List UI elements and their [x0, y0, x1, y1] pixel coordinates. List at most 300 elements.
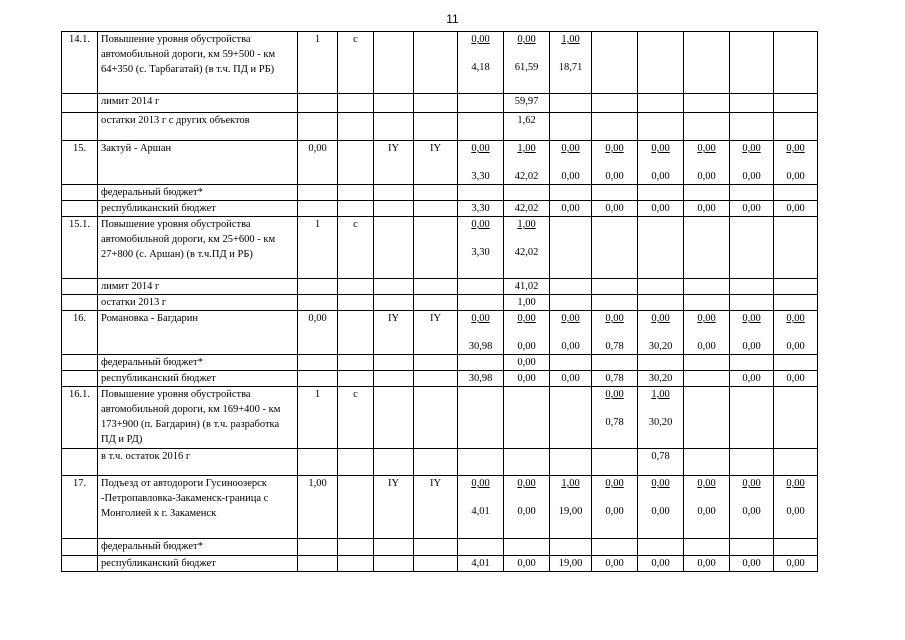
value-bottom: 0,00	[742, 341, 761, 352]
value-top: 3,30	[471, 203, 490, 214]
value-bottom: 3,30	[471, 171, 490, 182]
row-name: Зактуй - Аршан	[98, 141, 298, 185]
value-cell	[684, 217, 730, 279]
table-row	[62, 539, 818, 556]
value-cell	[504, 185, 550, 201]
col-6-cell	[414, 449, 458, 476]
row-name: республиканский бюджет	[98, 371, 298, 387]
col-5-cell	[374, 295, 414, 311]
value-top: 0,00	[697, 203, 716, 214]
col-5-cell	[374, 217, 414, 279]
value-bottom: 0,00	[561, 341, 580, 352]
col-3-cell	[298, 371, 338, 387]
table-row	[62, 185, 818, 201]
row-name: в т.ч. остаток 2016 г	[98, 449, 298, 476]
col-4-cell	[338, 355, 374, 371]
value-bottom: 3,30	[471, 247, 490, 258]
row-number	[62, 355, 98, 371]
value-cell	[592, 556, 638, 572]
value-top: 0,78	[651, 451, 670, 462]
row-number	[62, 556, 98, 572]
value-cell	[730, 141, 774, 185]
col-5-cell	[374, 355, 414, 371]
value-cell	[730, 449, 774, 476]
value-cell	[550, 539, 592, 556]
value-bottom: 18,71	[558, 62, 583, 73]
col-6-cell	[414, 217, 458, 279]
col-5-cell	[374, 94, 414, 113]
value-cell	[550, 311, 592, 355]
col-5-cell	[374, 387, 414, 449]
value-cell	[504, 355, 550, 371]
value-cell	[730, 539, 774, 556]
value-cell	[684, 141, 730, 185]
value-top: 0,00	[605, 203, 624, 214]
col-6-cell	[414, 201, 458, 217]
value-top: 0,00	[742, 558, 761, 569]
value-cell	[638, 311, 684, 355]
value-cell	[592, 201, 638, 217]
value-cell	[638, 217, 684, 279]
value-bottom: 0,00	[786, 171, 805, 182]
value-cell	[684, 295, 730, 311]
value-cell	[774, 295, 818, 311]
value-cell	[592, 279, 638, 295]
value-cell	[458, 185, 504, 201]
value-cell	[774, 94, 818, 113]
value-cell	[504, 556, 550, 572]
row-name: федеральный бюджет*	[98, 539, 298, 556]
value-cell	[458, 371, 504, 387]
value-top: 0,00	[786, 373, 805, 384]
value-cell	[592, 449, 638, 476]
value-cell	[638, 295, 684, 311]
row-name: лимит 2014 г	[98, 94, 298, 113]
value-cell	[730, 371, 774, 387]
value-bottom: 0,00	[517, 341, 536, 352]
value-top: 59,97	[514, 96, 539, 107]
col-4-cell	[338, 539, 374, 556]
value-cell	[774, 476, 818, 539]
value-cell	[592, 311, 638, 355]
value-cell	[684, 94, 730, 113]
value-top: 1,00	[517, 297, 536, 308]
value-cell	[458, 476, 504, 539]
row-number: 15.1.	[62, 217, 98, 279]
value-top: 0,00	[471, 34, 490, 45]
col-4-cell	[338, 279, 374, 295]
value-cell	[550, 185, 592, 201]
table-row	[62, 279, 818, 295]
value-top: 0,00	[697, 313, 716, 324]
value-top: 0,00	[786, 203, 805, 214]
col-3-cell	[298, 113, 338, 141]
col-5-cell	[374, 539, 414, 556]
row-name: федеральный бюджет*	[98, 355, 298, 371]
value-bottom: 42,02	[514, 171, 539, 182]
value-bottom: 0,00	[697, 341, 716, 352]
value-top: 0,00	[471, 313, 490, 324]
table-row	[62, 371, 818, 387]
value-top: 30,98	[468, 373, 493, 384]
value-cell	[684, 371, 730, 387]
value-cell	[774, 141, 818, 185]
value-top: 0,00	[471, 143, 490, 154]
value-top: 0,00	[651, 558, 670, 569]
col-4-cell: с	[338, 32, 374, 94]
value-top: 0,00	[742, 478, 761, 489]
table-row	[62, 201, 818, 217]
col-4-cell	[338, 295, 374, 311]
value-cell	[684, 185, 730, 201]
row-name: Романовка - Багдарин	[98, 311, 298, 355]
value-cell	[592, 113, 638, 141]
value-top: 0,00	[742, 313, 761, 324]
value-cell	[774, 449, 818, 476]
value-top: 1,00	[561, 478, 580, 489]
value-cell	[504, 217, 550, 279]
value-cell	[550, 201, 592, 217]
value-bottom: 4,18	[471, 62, 490, 73]
value-cell	[684, 32, 730, 94]
value-cell	[458, 387, 504, 449]
col-3-cell	[298, 539, 338, 556]
value-bottom: 30,20	[648, 417, 673, 428]
value-cell	[592, 539, 638, 556]
value-cell	[592, 371, 638, 387]
value-cell	[638, 94, 684, 113]
row-number: 15.	[62, 141, 98, 185]
value-cell	[684, 556, 730, 572]
value-cell	[592, 185, 638, 201]
value-cell	[504, 449, 550, 476]
value-top: 0,00	[471, 219, 490, 230]
col-6-cell	[414, 371, 458, 387]
value-bottom: 0,00	[697, 506, 716, 517]
value-bottom: 30,20	[648, 341, 673, 352]
value-cell	[458, 32, 504, 94]
value-bottom: 0,00	[786, 506, 805, 517]
col-3-cell	[298, 279, 338, 295]
value-cell	[774, 201, 818, 217]
col-5-cell	[374, 371, 414, 387]
value-cell	[684, 476, 730, 539]
value-top: 0,00	[786, 558, 805, 569]
row-number: 16.	[62, 311, 98, 355]
row-name: остатки 2013 г	[98, 295, 298, 311]
value-cell	[638, 141, 684, 185]
value-cell	[504, 371, 550, 387]
col-3-cell: 1	[298, 32, 338, 94]
value-cell	[774, 371, 818, 387]
col-3-cell	[298, 449, 338, 476]
value-top: 0,00	[651, 478, 670, 489]
table-row	[62, 94, 818, 113]
value-cell	[504, 476, 550, 539]
col-6-cell	[414, 387, 458, 449]
page-number: 11	[446, 12, 459, 26]
col-3-cell	[298, 94, 338, 113]
table-body	[62, 32, 818, 572]
col-6-cell	[414, 185, 458, 201]
value-top: 42,02	[514, 203, 539, 214]
value-cell	[774, 185, 818, 201]
value-cell	[458, 539, 504, 556]
value-cell	[684, 311, 730, 355]
value-cell	[730, 217, 774, 279]
value-cell	[550, 217, 592, 279]
col-4-cell	[338, 185, 374, 201]
value-cell	[592, 32, 638, 94]
col-3-cell	[298, 201, 338, 217]
value-cell	[638, 32, 684, 94]
value-bottom: 0,78	[605, 341, 624, 352]
col-3-cell: 1	[298, 217, 338, 279]
value-cell	[638, 279, 684, 295]
table-row	[62, 295, 818, 311]
value-top: 0,78	[605, 373, 624, 384]
value-bottom: 0,00	[605, 171, 624, 182]
value-cell	[730, 556, 774, 572]
col-5-cell	[374, 449, 414, 476]
value-top: 0,00	[471, 478, 490, 489]
value-cell	[684, 279, 730, 295]
value-top: 1,62	[517, 115, 536, 126]
value-cell	[774, 32, 818, 94]
value-cell	[458, 355, 504, 371]
value-top: 0,00	[517, 478, 536, 489]
col-5-cell: IY	[374, 141, 414, 185]
col-5-cell	[374, 556, 414, 572]
budget-table	[61, 31, 818, 572]
row-number	[62, 279, 98, 295]
col-6-cell	[414, 279, 458, 295]
col-6-cell: IY	[414, 141, 458, 185]
table-row	[62, 311, 818, 355]
col-4-cell	[338, 94, 374, 113]
value-cell	[504, 279, 550, 295]
col-4-cell: с	[338, 387, 374, 449]
table-row	[62, 556, 818, 572]
col-6-cell	[414, 539, 458, 556]
col-3-cell: 0,00	[298, 141, 338, 185]
value-cell	[458, 141, 504, 185]
value-top: 0,00	[517, 313, 536, 324]
col-5-cell	[374, 113, 414, 141]
row-name: республиканский бюджет	[98, 201, 298, 217]
value-top: 0,00	[561, 203, 580, 214]
col-5-cell	[374, 201, 414, 217]
table-row	[62, 449, 818, 476]
col-3-cell	[298, 355, 338, 371]
value-cell	[774, 355, 818, 371]
value-top: 0,00	[605, 389, 624, 400]
value-top: 0,00	[605, 478, 624, 489]
col-3-cell: 0,00	[298, 311, 338, 355]
value-cell	[774, 387, 818, 449]
value-cell	[504, 539, 550, 556]
value-cell	[504, 113, 550, 141]
value-cell	[504, 387, 550, 449]
col-4-cell	[338, 476, 374, 539]
value-cell	[504, 141, 550, 185]
col-5-cell: IY	[374, 476, 414, 539]
table-row	[62, 476, 818, 539]
row-number	[62, 201, 98, 217]
value-bottom: 0,00	[786, 341, 805, 352]
row-number	[62, 295, 98, 311]
value-cell	[458, 556, 504, 572]
value-bottom: 4,01	[471, 506, 490, 517]
value-cell	[592, 355, 638, 371]
value-cell	[638, 556, 684, 572]
value-cell	[638, 539, 684, 556]
table-row	[62, 32, 818, 94]
value-cell	[550, 113, 592, 141]
value-cell	[684, 201, 730, 217]
value-bottom: 0,00	[605, 506, 624, 517]
col-5-cell: IY	[374, 311, 414, 355]
row-name: Повышение уровня обустройства автомобильной дороги, км 169+400 - км 173+900 (п. Багдарин) (в т.ч. разработка ПД и РД)	[98, 387, 298, 449]
value-bottom: 0,00	[517, 506, 536, 517]
row-number	[62, 113, 98, 141]
value-cell	[592, 295, 638, 311]
value-cell	[592, 94, 638, 113]
value-cell	[684, 113, 730, 141]
row-number	[62, 449, 98, 476]
col-5-cell	[374, 279, 414, 295]
table-row	[62, 217, 818, 279]
value-cell	[638, 201, 684, 217]
value-cell	[458, 94, 504, 113]
col-5-cell	[374, 185, 414, 201]
value-top: 0,00	[786, 313, 805, 324]
col-6-cell: IY	[414, 476, 458, 539]
row-number: 14.1.	[62, 32, 98, 94]
value-top: 1,00	[517, 143, 536, 154]
col-3-cell: 1,00	[298, 476, 338, 539]
value-top: 0,00	[605, 313, 624, 324]
value-top: 0,00	[605, 558, 624, 569]
value-cell	[684, 387, 730, 449]
table-row	[62, 387, 818, 449]
col-3-cell	[298, 556, 338, 572]
value-bottom: 19,00	[558, 506, 583, 517]
value-cell	[730, 387, 774, 449]
value-top: 0,00	[605, 143, 624, 154]
value-cell	[730, 201, 774, 217]
value-top: 41,02	[514, 281, 539, 292]
table-row	[62, 141, 818, 185]
value-cell	[458, 311, 504, 355]
col-5-cell	[374, 32, 414, 94]
col-6-cell: IY	[414, 311, 458, 355]
value-cell	[730, 355, 774, 371]
value-top: 19,00	[558, 558, 583, 569]
value-cell	[458, 113, 504, 141]
value-cell	[774, 279, 818, 295]
row-number	[62, 539, 98, 556]
value-cell	[774, 113, 818, 141]
value-top: 0,00	[651, 313, 670, 324]
row-name: федеральный бюджет*	[98, 185, 298, 201]
value-top: 0,00	[517, 558, 536, 569]
value-cell	[504, 94, 550, 113]
value-cell	[638, 185, 684, 201]
value-cell	[774, 539, 818, 556]
value-cell	[730, 32, 774, 94]
col-3-cell: 1	[298, 387, 338, 449]
row-name: Подъезд от автодороги Гусиноозерск -Петропавловка-Закаменск-граница с Монголией к г. Закаменск	[98, 476, 298, 539]
value-bottom: 0,00	[742, 506, 761, 517]
value-top: 0,00	[697, 143, 716, 154]
value-cell	[550, 449, 592, 476]
row-name: остатки 2013 г с других объектов	[98, 113, 298, 141]
value-cell	[730, 113, 774, 141]
value-cell	[684, 355, 730, 371]
table-row	[62, 355, 818, 371]
value-cell	[730, 185, 774, 201]
value-cell	[730, 295, 774, 311]
value-top: 0,00	[786, 143, 805, 154]
value-cell	[684, 449, 730, 476]
value-cell	[550, 476, 592, 539]
col-4-cell	[338, 449, 374, 476]
value-cell	[550, 355, 592, 371]
value-top: 0,00	[651, 203, 670, 214]
value-cell	[638, 387, 684, 449]
value-cell	[550, 279, 592, 295]
row-name: Повышение уровня обустройства автомобильной дороги, км 25+600 - км 27+800 (с. Аршан) (в т.ч.ПД и РБ)	[98, 217, 298, 279]
value-top: 0,00	[651, 143, 670, 154]
value-cell	[550, 32, 592, 94]
col-6-cell	[414, 556, 458, 572]
value-cell	[684, 539, 730, 556]
value-cell	[730, 94, 774, 113]
value-cell	[638, 371, 684, 387]
value-bottom: 0,00	[742, 171, 761, 182]
value-cell	[774, 217, 818, 279]
row-number	[62, 94, 98, 113]
value-cell	[638, 476, 684, 539]
row-name: лимит 2014 г	[98, 279, 298, 295]
col-6-cell	[414, 113, 458, 141]
value-top: 1,00	[561, 34, 580, 45]
value-cell	[458, 279, 504, 295]
col-3-cell	[298, 185, 338, 201]
col-4-cell	[338, 311, 374, 355]
value-bottom: 0,00	[651, 171, 670, 182]
value-cell	[458, 449, 504, 476]
value-cell	[730, 311, 774, 355]
col-4-cell	[338, 201, 374, 217]
value-top: 0,00	[742, 203, 761, 214]
row-number	[62, 185, 98, 201]
value-cell	[774, 311, 818, 355]
value-cell	[504, 32, 550, 94]
value-cell	[504, 201, 550, 217]
row-number: 16.1.	[62, 387, 98, 449]
value-cell	[458, 295, 504, 311]
value-cell	[592, 476, 638, 539]
value-cell	[550, 94, 592, 113]
row-name: республиканский бюджет	[98, 556, 298, 572]
value-top: 4,01	[471, 558, 490, 569]
value-top: 0,00	[517, 373, 536, 384]
value-top: 1,00	[651, 389, 670, 400]
value-cell	[458, 201, 504, 217]
row-number: 17.	[62, 476, 98, 539]
